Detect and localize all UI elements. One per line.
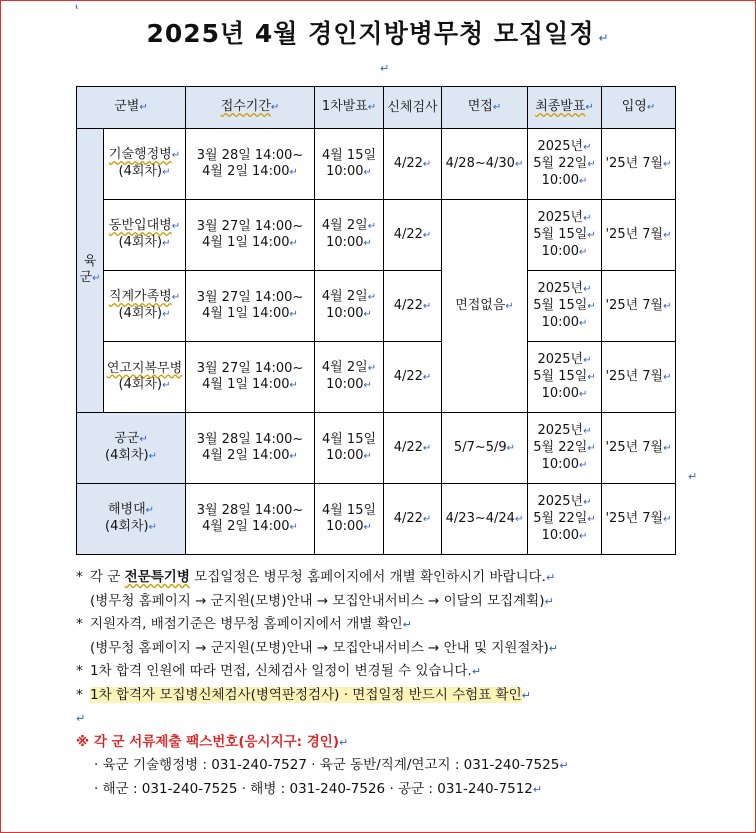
note-4: * 1차 합격자 모집병신체검사(병역판정검사) · 면접일정 반드시 수험표 확인↵ [76, 686, 531, 703]
physical-cell: 4/22↵ [384, 413, 442, 484]
header-branch: 군별↵ [77, 87, 186, 129]
entry-cell: '25년 7월↵ [602, 413, 676, 484]
final-cell: 2025년↵ 5월 22일↵ 10:00↵ [528, 413, 602, 484]
branch-cell: 동반입대병↵ (4회차)↵ [104, 200, 186, 271]
branch-cell: 기술행정병↵ (4회차)↵ [104, 129, 186, 200]
announce-cell: 4월 2일↵ 10:00↵ [315, 200, 384, 271]
branch-cell: 공군↵ (4회차)↵ [77, 413, 186, 484]
header-physical: 신체검사 [384, 87, 442, 129]
physical-cell: 4/22↵ [384, 129, 442, 200]
note-3: * 1차 합격 인원에 따라 면접, 신체검사 일정이 변경될 수 있습니다.↵ [76, 663, 482, 679]
header-reception: 접수기간↵ [186, 87, 315, 129]
fax-line-2: · 해군 : 031-240-7525 · 해병 : 031-240-7526 · 공군 : 031-240-7512↵ [94, 780, 543, 797]
announce-cell: 4월 2일↵ 10:00↵ [315, 342, 384, 413]
table-row [77, 413, 676, 484]
note-1: * 각 군 전문특기병 모집일정은 병무청 홈페이지에서 개별 확인하시기 바랍니다.↵ [76, 569, 556, 585]
announce-cell: 4월 15일 10:00↵ [315, 413, 384, 484]
entry-cell: '25년 7월↵ [602, 129, 676, 200]
interview-cell: 5/7~5/9↵ [442, 413, 528, 484]
reception-cell: 3월 27일 14:00~ 4월 1일 14:00↵ [186, 200, 315, 271]
notes-section [76, 566, 756, 801]
entry-cell: '25년 7월↵ [602, 342, 676, 413]
branch-cell: 해병대↵ (4회차)↵ [77, 484, 186, 555]
note-1-path: (병무청 홈페이지 → 군지원(모병)안내 → 모집안내서비스 → 이달의 모집계획)↵ [90, 592, 554, 609]
army-label: 육 군↵ [77, 129, 104, 413]
entry-cell: '25년 7월↵ [602, 200, 676, 271]
final-cell: 2025년↵ 5월 22일↵ 10:00↵ [528, 484, 602, 555]
blank-line: ↵ [76, 712, 86, 725]
reception-cell: 3월 28일 14:00~ 4월 2일 14:00↵ [186, 129, 315, 200]
announce-cell: 4월 2일↵ 10:00↵ [315, 271, 384, 342]
announce-cell: 4월 15일 10:00↵ [315, 484, 384, 555]
table-row [77, 200, 676, 271]
interview-cell: 4/23~4/24↵ [442, 484, 528, 555]
physical-cell: 4/22↵ [384, 484, 442, 555]
note-2: * 지원자격, 배점기준은 병무청 홈페이지에서 개별 확인↵ [76, 616, 412, 632]
final-cell: 2025년↵ 5월 15일↵ 10:00↵ [528, 342, 602, 413]
page-title [0, 14, 756, 50]
announce-cell: 4월 15일 10:00↵ [315, 129, 384, 200]
final-cell: 2025년↵ 5월 22일↵ 10:00↵ [528, 129, 602, 200]
header-interview: 면접↵ [442, 87, 528, 129]
table-row [77, 129, 676, 200]
return-mark: ↵ [688, 470, 698, 483]
reception-cell: 3월 28일 14:00~ 4월 2일 14:00↵ [186, 484, 315, 555]
fax-heading: ※ 각 군 서류제출 팩스번호(응시지구: 경인)↵ [76, 733, 349, 750]
physical-cell: 4/22↵ [384, 200, 442, 271]
entry-cell: '25년 7월↵ [602, 484, 676, 555]
fax-line-1: · 육군 기술행정병 : 031-240-7527 · 육군 동반/직계/연고지 : 031-240-7525↵ [94, 757, 569, 773]
note-2-path: (병무청 홈페이지 → 군지원(모병)안내 → 모집안내서비스 → 안내 및 지원절차)↵ [90, 639, 558, 656]
table-row [77, 271, 676, 342]
header-final: 최종발표↵ [528, 87, 602, 129]
header-row [77, 87, 676, 129]
reception-cell: 3월 28일 14:00~ 4월 2일 14:00↵ [186, 413, 315, 484]
reception-cell: 3월 27일 14:00~ 4월 1일 14:00↵ [186, 271, 315, 342]
schedule-table [76, 86, 676, 555]
table-row [77, 484, 676, 555]
physical-cell: 4/22↵ [384, 342, 442, 413]
entry-cell: '25년 7월↵ [602, 271, 676, 342]
header-first-announce: 1차발표↵ [315, 87, 384, 129]
physical-cell: 4/22↵ [384, 271, 442, 342]
branch-cell: 직계가족병↵ (4회차)↵ [104, 271, 186, 342]
final-cell: 2025년↵ 5월 15일↵ 10:00↵ [528, 200, 602, 271]
return-mark: ↵ [598, 31, 610, 45]
interview-cell-merged: 면접없음↵ [442, 200, 528, 413]
final-cell: 2025년↵ 5월 15일↵ 10:00↵ [528, 271, 602, 342]
interview-cell: 4/28~4/30↵ [442, 129, 528, 200]
table-row [77, 342, 676, 413]
branch-cell: 연고지복무병 (4회차)↵ [104, 342, 186, 413]
return-mark: ↵ [380, 62, 390, 75]
header-entry: 입영↵ [602, 87, 676, 129]
title-text: 2025년 4월 경인지방병무청 모집일정 [146, 19, 595, 48]
anchor-mark: ⸤ [75, 0, 80, 10]
reception-cell: 3월 27일 14:00~ 4월 1일 14:00↵ [186, 342, 315, 413]
